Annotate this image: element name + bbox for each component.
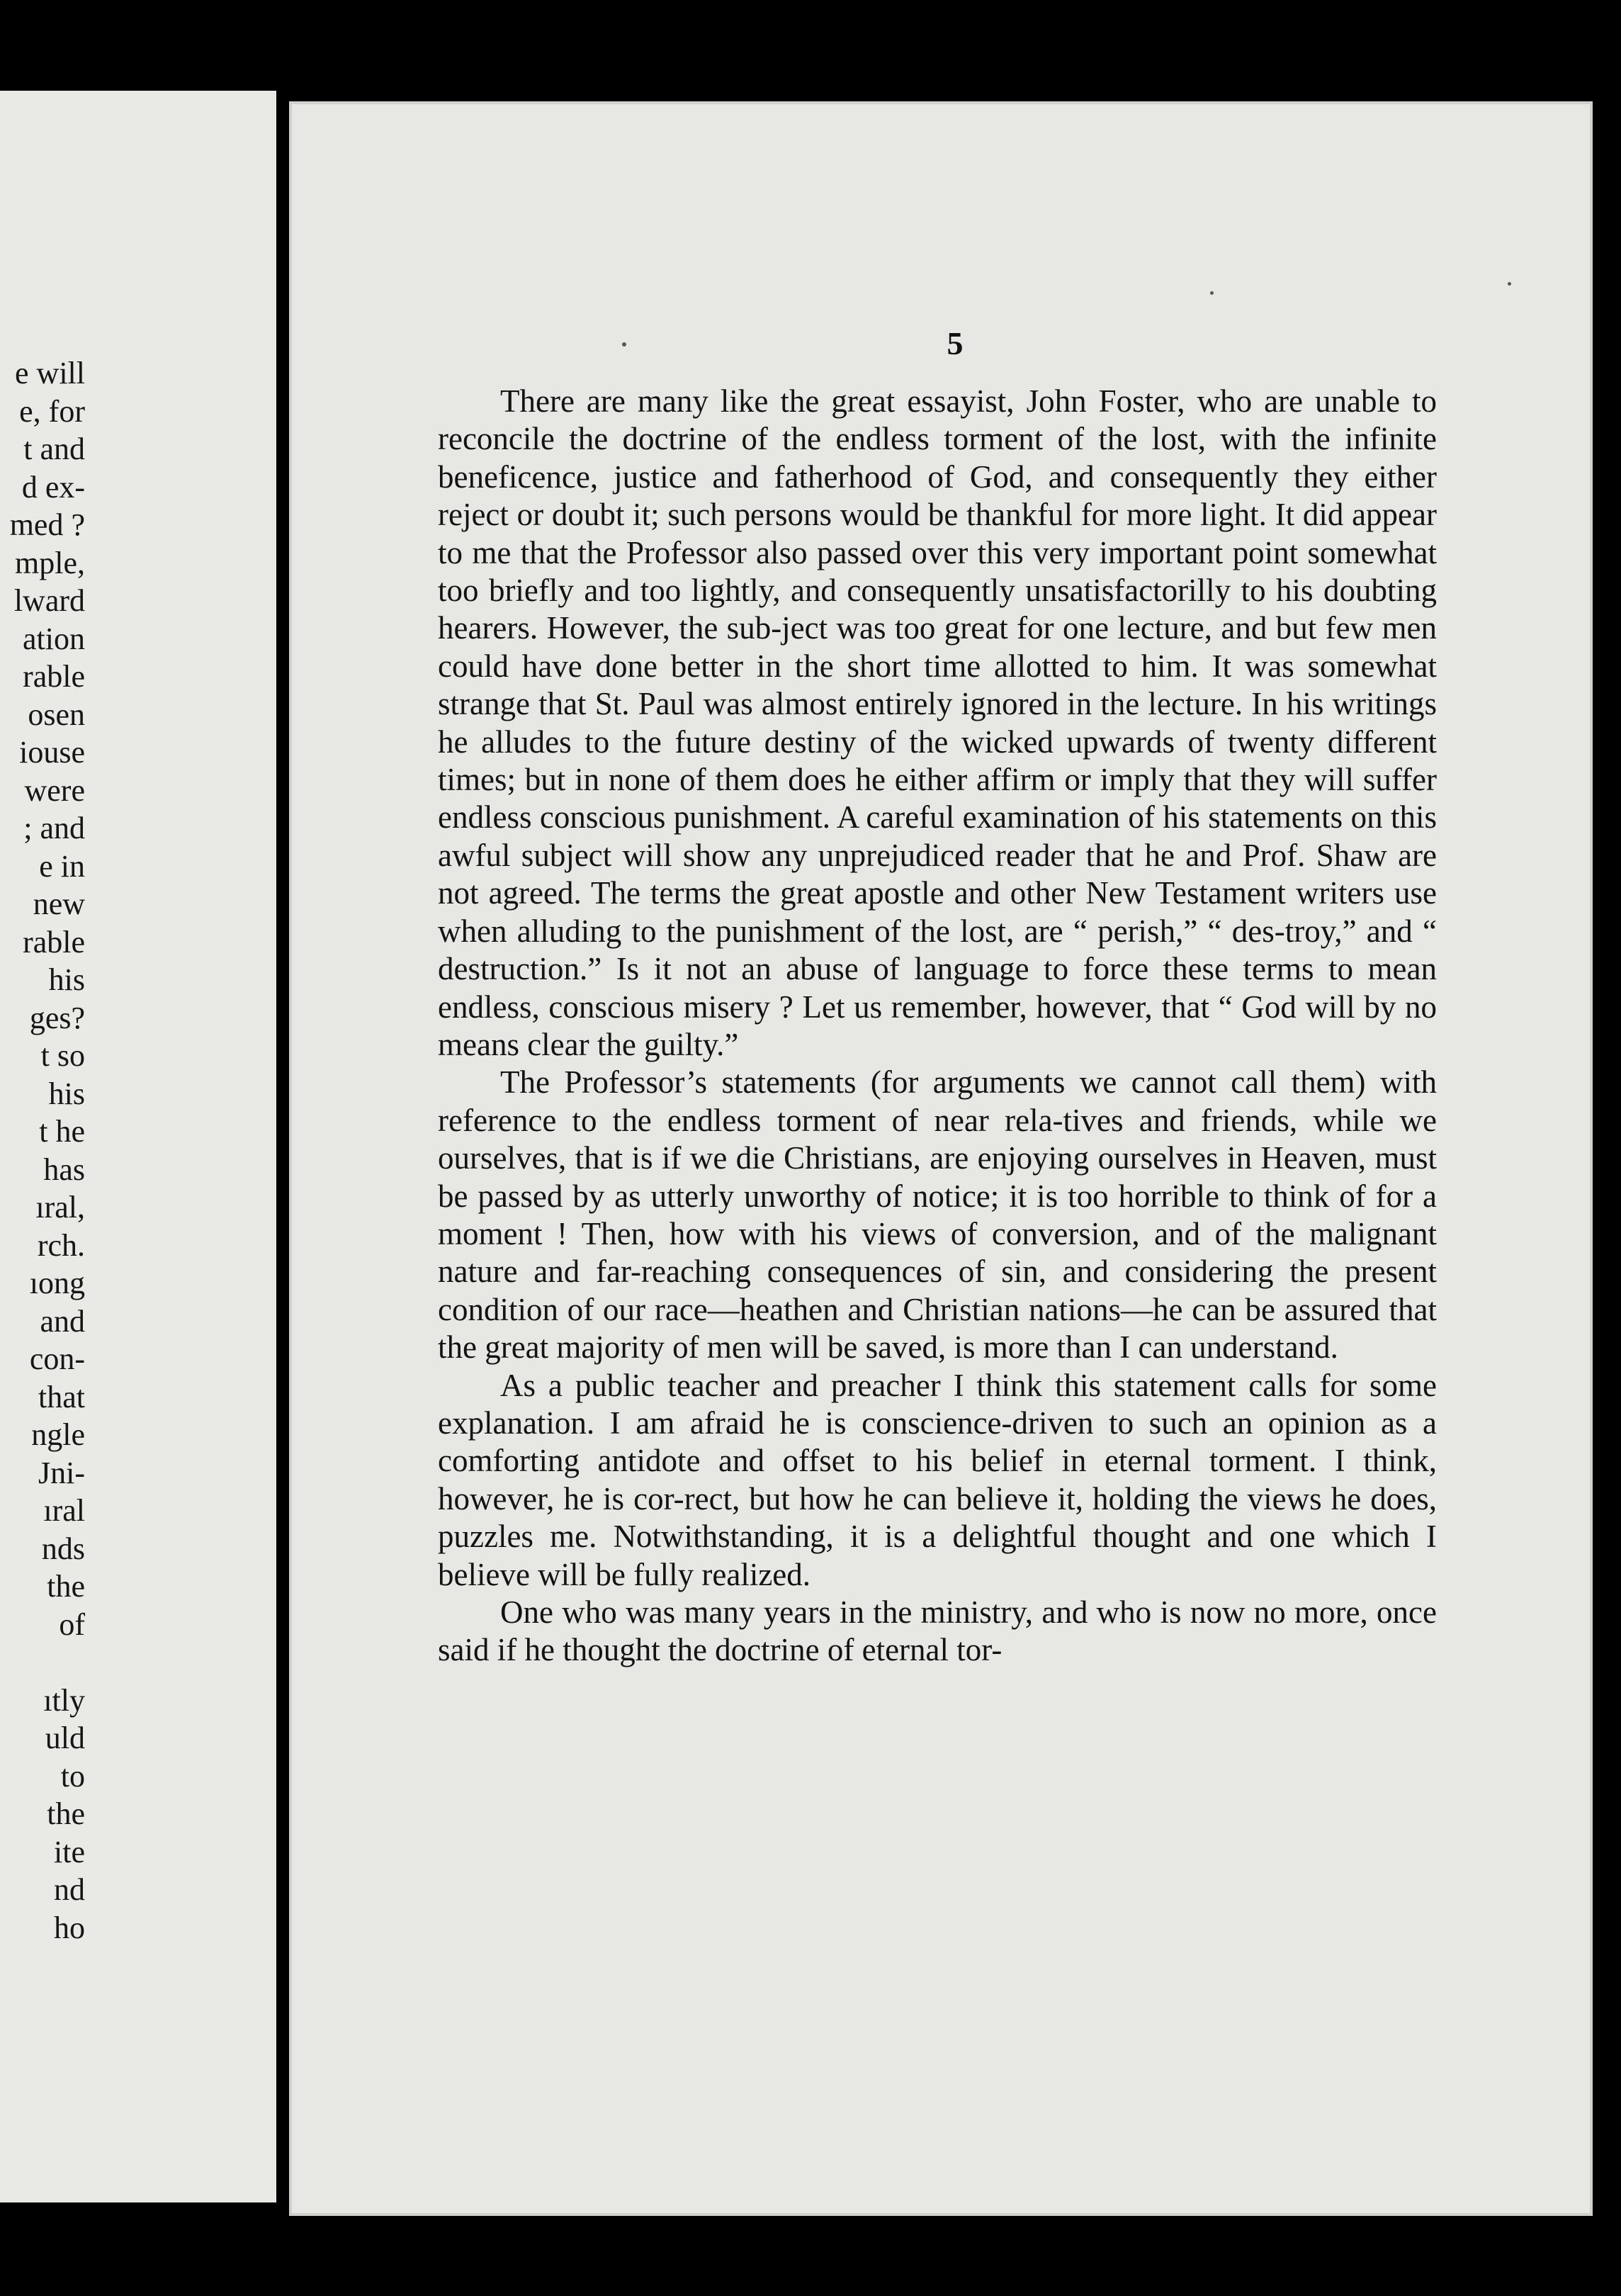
left-fragment-line: uld xyxy=(45,1721,85,1755)
left-fragment-line: ngle xyxy=(31,1417,85,1452)
left-fragment-line: e, for xyxy=(19,393,85,429)
left-fragment-line: ıtly xyxy=(43,1682,85,1718)
left-fragment-line: has xyxy=(43,1152,85,1187)
left-fragment-line: the xyxy=(47,1569,85,1604)
left-fragment-line: iouse xyxy=(19,735,85,770)
paragraph-1: There are many like the great essayist, John Foster, who are unable to reconcile the doctrine of the endless torment of the lost, with the infinite beneficence, justice and fatherhood of God, and consequently they either reject or doubt it; such persons would be thankful for more light. It did appear to me that the Professor also passed over this very important point somewhat too briefly and too lightly, and consequently unsatisfactorilly to his doubting hearers. However, the sub-ject was too great for one lecture, and but few men could have done better in the short time allotted to him. It was somewhat strange that St. Paul was almost entirely ignored in the lecture. In his writings he alludes to the future destiny of the wicked upwards of twenty different times; but in none of them does he either affirm or imply that they will suffer endless conscious punishment. A careful examination of his statements on this awful subject will show any unprejudiced reader that he and Prof. Shaw are not agreed. The terms the great apostle and other New Testament writers use when alluding to the punishment of the lost, are “ perish,” “ des-troy,” and “ destruction.” Is it not an abuse of language to force these terms to mean endless, conscious misery ? Let us remember, however, that “ God will by no means clear the guilty.” xyxy=(438,383,1437,1062)
left-fragment-line xyxy=(0,1643,85,1682)
left-fragment-line: t so xyxy=(40,1038,85,1073)
left-page-edge xyxy=(0,91,276,2202)
left-fragment-line: and xyxy=(40,1303,85,1339)
paper-speck xyxy=(622,342,626,347)
paragraph-2: The Professor’s statements (for arguments we cannot call them) with reference to the endless torment of near rela-tives and friends, while we ourselves, that is if we die Christians, are enjoying ourselves in Heaven, must be passed by as utterly unworthy of notice; it is too horrible to think of for a moment ! Then, how with his views of conversion, and of the malignant nature and far-reaching consequences of sin, and considering the present condition of our race—heathen and Christian nations—he can be assured that the great majority of men will be saved, is more than I can understand. xyxy=(438,1064,1437,1366)
left-fragment-line: new xyxy=(33,887,85,921)
left-fragment-line: Jni- xyxy=(38,1455,85,1490)
left-fragment-line: ho xyxy=(54,1910,85,1945)
left-fragment-line: ıong xyxy=(29,1266,85,1300)
left-fragment-line: his xyxy=(48,1076,85,1111)
left-fragment-line: t he xyxy=(39,1114,85,1149)
left-fragment-line: nds xyxy=(41,1531,85,1566)
left-fragment-line: his xyxy=(48,962,85,997)
left-fragment-line: osen xyxy=(28,697,85,732)
left-fragment-line: ite xyxy=(54,1834,85,1869)
left-fragment-line: rch. xyxy=(37,1227,85,1263)
paragraph-3: As a public teacher and preacher I think this statement calls for some explanation. I am afraid he is conscience-driven to such an opinion as a comforting antidote and offset to his belief in eternal torment. I think, however, he is cor-rect, but how he can believe it, holding the views he does, puzzles me. Notwithstanding, it is a delightful thought and one which I believe will be fully realized. xyxy=(438,1367,1437,1592)
left-fragment-line: ation xyxy=(23,621,85,656)
left-fragment-line: were xyxy=(24,772,85,808)
left-fragment-line: d ex- xyxy=(21,469,85,505)
left-fragment-line: ; and xyxy=(23,811,85,845)
body-text xyxy=(438,383,1437,1670)
left-fragment-line: med ? xyxy=(9,507,85,542)
page-number: 5 xyxy=(947,325,964,361)
paragraph-4: One who was many years in the ministry, and who is now no more, once said if he thought the doctrine of eternal tor- xyxy=(438,1594,1437,1668)
left-fragment-line: mple, xyxy=(15,545,85,580)
left-fragment-line: rable xyxy=(23,924,85,960)
left-fragment-line: to xyxy=(60,1758,85,1794)
left-page-fragments xyxy=(0,354,85,1947)
left-fragment-line: nd xyxy=(54,1872,85,1907)
left-fragment-line: rable xyxy=(23,659,85,694)
paper-speck xyxy=(1508,282,1511,286)
left-fragment-line: that xyxy=(38,1379,85,1414)
paper-speck xyxy=(1210,291,1214,295)
left-fragment-line: e will xyxy=(15,356,85,390)
left-fragment-line: ges? xyxy=(29,1000,85,1035)
left-fragment-line: lward xyxy=(13,583,85,618)
left-fragment-line: con- xyxy=(29,1341,85,1376)
left-fragment-line: ıral, xyxy=(35,1190,85,1225)
left-fragment-line: the xyxy=(47,1796,85,1831)
left-fragment-line: t and xyxy=(23,432,85,466)
left-fragment-line: e in xyxy=(39,848,85,884)
left-fragment-line: ıral xyxy=(43,1493,85,1528)
left-fragment-line: of xyxy=(59,1606,85,1642)
